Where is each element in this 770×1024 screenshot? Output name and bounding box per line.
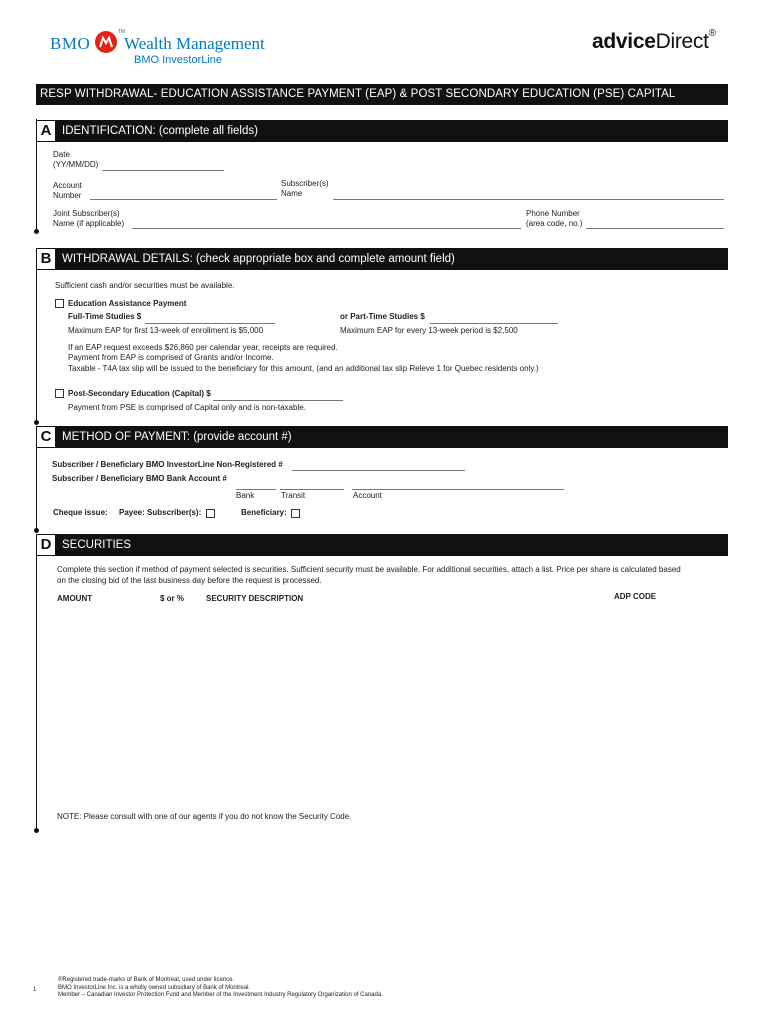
advicedirect-logo bbox=[592, 30, 716, 54]
nonregistered-label: Subscriber / Beneficiary BMO InvestorLine Non-Registered # bbox=[52, 460, 283, 469]
bmo-roundel-icon bbox=[95, 31, 117, 53]
account-number-label: Account Number bbox=[53, 181, 82, 200]
col-amount: AMOUNT bbox=[57, 594, 93, 603]
parttime-label: or Part-Time Studies $ bbox=[340, 312, 425, 321]
registered-mark: ® bbox=[708, 28, 716, 39]
nonregistered-account-field[interactable] bbox=[292, 470, 465, 471]
fulltime-amount-field[interactable] bbox=[145, 323, 275, 324]
footer-line-2: BMO InvestorLine Inc. is a wholly owned subsidiary of Bank of Montreal. bbox=[58, 984, 251, 991]
date-label: Date (YY/MM/DD) bbox=[53, 150, 99, 169]
wealth-management-logo: Wealth Management bbox=[124, 34, 265, 53]
section-b-dot bbox=[34, 420, 39, 425]
pse-label: Post-Secondary Education (Capital) $ bbox=[68, 389, 211, 398]
section-d-rule bbox=[36, 535, 37, 830]
payee-subscriber-checkbox[interactable] bbox=[206, 509, 215, 518]
transit-caption: Transit bbox=[281, 491, 306, 500]
beneficiary-checkbox[interactable] bbox=[291, 509, 300, 518]
parttime-amount-field[interactable] bbox=[430, 323, 558, 324]
parttime-max-note: Maximum EAP for every 13-week period is $2,500 bbox=[340, 326, 518, 335]
securities-intro-2: on the closing bid of the last business day before the request is processed. bbox=[57, 576, 322, 585]
account-caption: Account bbox=[353, 491, 382, 500]
securities-intro-1: Complete this section if method of payment selected is securities. Sufficient security must be available. For additional securities, attach a list. Price per share is calculated based bbox=[57, 565, 681, 574]
eap-label: Education Assistance Payment bbox=[68, 299, 187, 308]
eap-note-3: Taxable - T4A tax slip will be issued to the beneficiary for this amount, (and an additional tax slip Releve 1 for Quebec residents only.) bbox=[68, 364, 539, 373]
pse-note: Payment from PSE is comprised of Capital only and is non-taxable. bbox=[68, 403, 306, 412]
eap-note-1: If an EAP request exceeds $26,860 per calendar year, receipts are required. bbox=[68, 343, 338, 352]
phone-number-field[interactable] bbox=[586, 228, 724, 229]
footer-line-3: Member – Canadian Investor Protection Fund and Member of the Investment Industry Regulatory Organization of Canada. bbox=[58, 992, 383, 998]
section-c-title: METHOD OF PAYMENT: (provide account #) bbox=[62, 431, 292, 443]
payee-subscriber-label: Payee: Subscriber(s): bbox=[119, 508, 202, 517]
section-c-dot bbox=[34, 528, 39, 533]
section-d-dot bbox=[34, 828, 39, 833]
fulltime-max-note: Maximum EAP for first 13-week of enrollment is $5,000 bbox=[68, 326, 264, 335]
phone-number-label: Phone Number (area code, no.) bbox=[526, 209, 583, 228]
eap-note-2: Payment from EAP is comprised of Grants and/or Income. bbox=[68, 353, 274, 362]
security-code-note: NOTE: Please consult with one of our agents if you do not know the Security Code. bbox=[57, 812, 352, 821]
joint-subscriber-field[interactable] bbox=[132, 228, 521, 229]
fulltime-label: Full-Time Studies $ bbox=[68, 312, 142, 321]
form-title: RESP WITHDRAWAL- EDUCATION ASSISTANCE PAYMENT (EAP) & POST SECONDARY EDUCATION (PSE) CAPITAL bbox=[36, 84, 728, 105]
bank-field[interactable] bbox=[236, 489, 276, 490]
pse-amount-field[interactable] bbox=[213, 400, 343, 401]
section-d-title: SECURITIES bbox=[62, 539, 132, 551]
trademark-mark: TM bbox=[118, 29, 126, 35]
bank-caption: Bank bbox=[236, 491, 255, 500]
account-number-field[interactable] bbox=[90, 199, 277, 200]
section-a-header bbox=[36, 120, 728, 142]
page-number: 1 bbox=[33, 987, 37, 993]
col-dollar-or-percent: $ or % bbox=[160, 594, 185, 603]
section-a-title: IDENTIFICATION: (complete all fields) bbox=[62, 125, 258, 137]
bank-account-label: Subscriber / Beneficiary BMO Bank Account # bbox=[52, 474, 227, 483]
section-c-header bbox=[36, 426, 728, 448]
date-field[interactable] bbox=[102, 170, 224, 171]
section-d-header bbox=[36, 534, 728, 556]
investorline-logo: BMO InvestorLine bbox=[134, 54, 223, 66]
section-c-letter: C bbox=[36, 426, 56, 448]
transit-field[interactable] bbox=[280, 489, 344, 490]
section-b-intro: Sufficient cash and/or securities must be available. bbox=[55, 281, 235, 290]
account-field[interactable] bbox=[352, 489, 564, 490]
direct-text: Direct bbox=[655, 30, 709, 53]
section-a-letter: A bbox=[36, 120, 56, 142]
section-a-dot bbox=[34, 229, 39, 234]
bmo-logo-text: BMO bbox=[50, 34, 91, 53]
cheque-issue-label: Cheque issue: bbox=[53, 508, 108, 517]
subscriber-name-label: Subscriber(s) Name bbox=[281, 179, 329, 198]
pse-checkbox[interactable] bbox=[55, 389, 64, 398]
joint-subscriber-label: Joint Subscriber(s) Name (if applicable) bbox=[53, 209, 125, 228]
eap-checkbox[interactable] bbox=[55, 299, 64, 308]
beneficiary-label: Beneficiary: bbox=[241, 508, 287, 517]
col-adp-code: ADP CODE bbox=[614, 592, 657, 601]
section-b-letter: B bbox=[36, 248, 56, 270]
section-b-rule bbox=[36, 248, 37, 423]
section-b-header bbox=[36, 248, 728, 270]
section-d-letter: D bbox=[36, 534, 56, 556]
advice-bold: advice bbox=[592, 30, 656, 53]
subscriber-name-field[interactable] bbox=[333, 199, 724, 200]
footer-line-1: ®Registered trade-marks of Bank of Montreal, used under licence. bbox=[58, 977, 235, 983]
col-security-description: SECURITY DESCRIPTION bbox=[206, 594, 304, 603]
section-b-title: WITHDRAWAL DETAILS: (check appropriate box and complete amount field) bbox=[62, 253, 455, 265]
